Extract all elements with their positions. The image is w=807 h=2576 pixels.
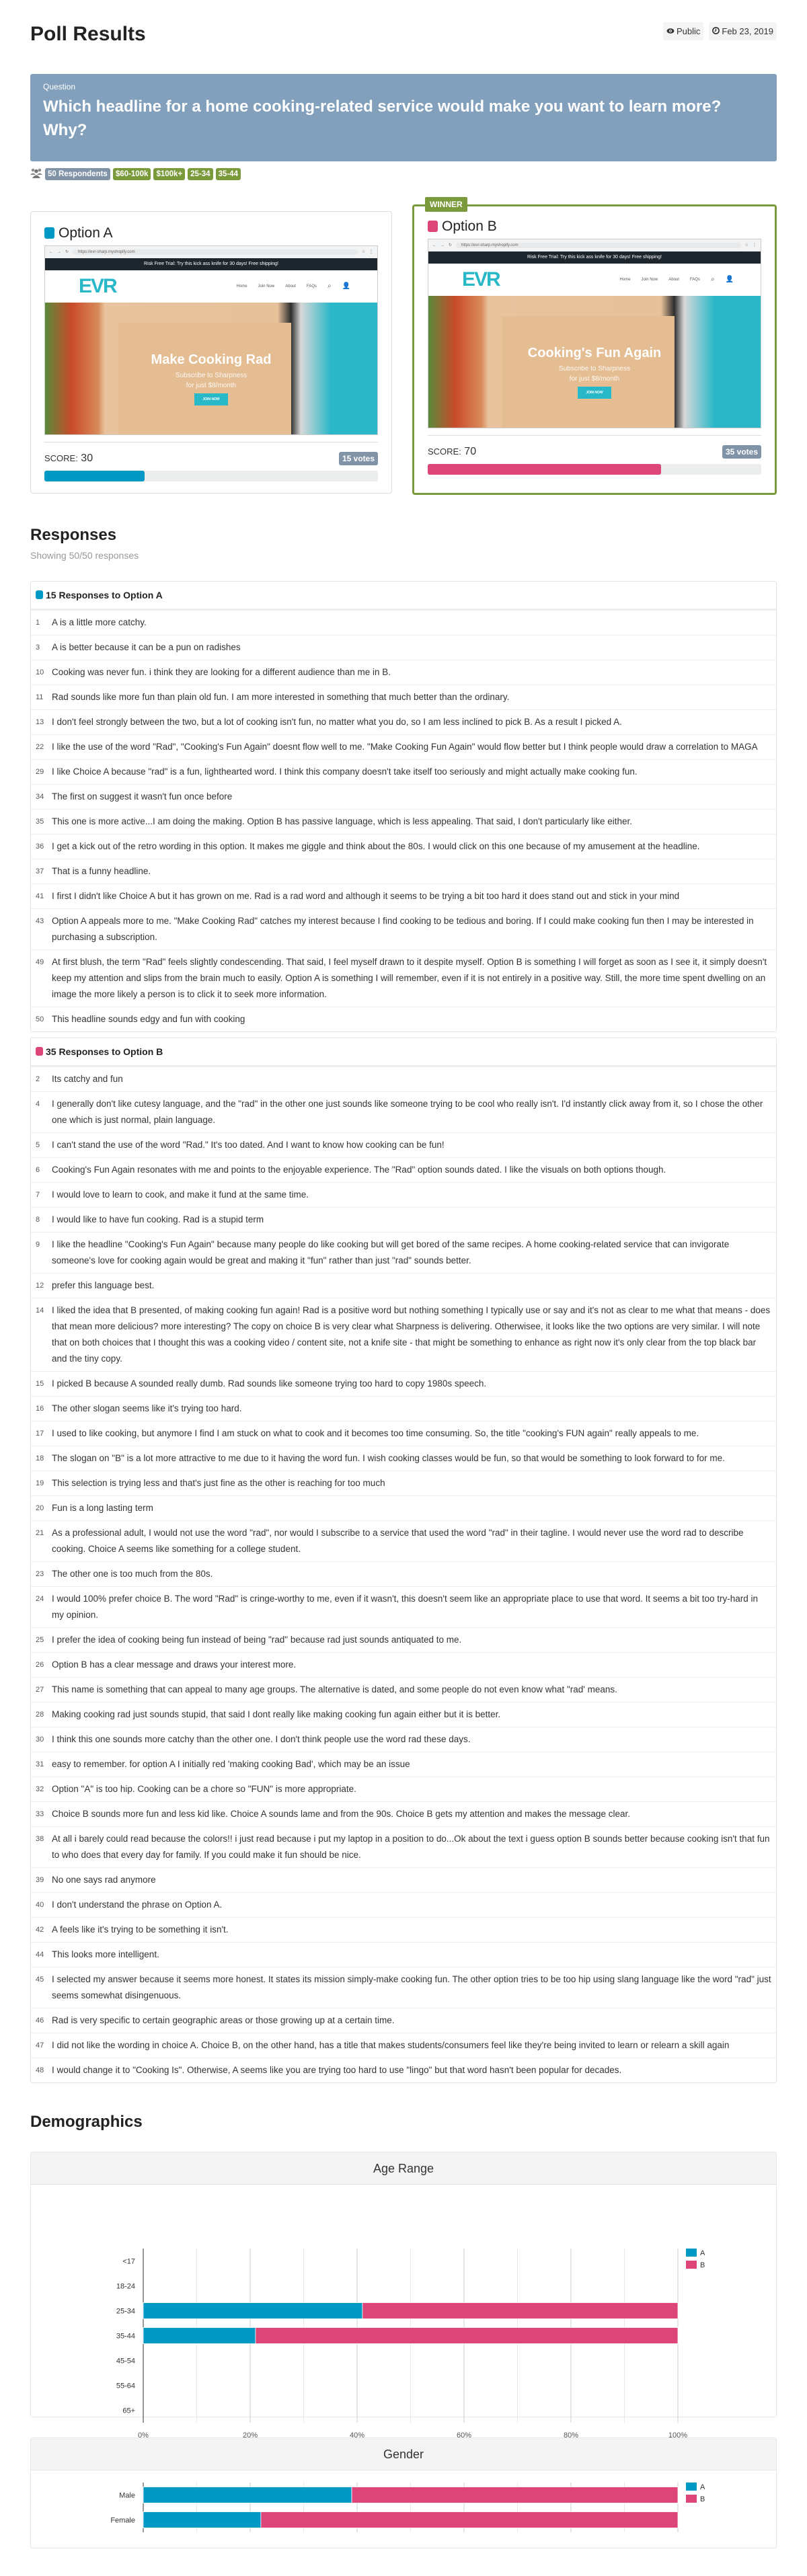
response-number: 39 [36,1875,44,1884]
response-text: Option "A" is too hip. Cooking can be a chore so "FUN" is more appropriate. [52,1783,356,1794]
response-item [31,685,776,710]
response-item [31,1183,776,1208]
legend-label: B [700,2261,705,2269]
option-swatch [36,590,43,599]
response-text: This headline sounds edgy and fun with cooking [52,1013,245,1024]
response-number: 12 [36,1281,44,1290]
response-item [31,1521,776,1562]
question-box [30,74,777,161]
response-item [31,1562,776,1587]
response-item [31,1943,776,1967]
response-item [31,859,776,884]
response-text: This name is something that can appeal to many age groups. The alternative is dated, and some people do not even know what "rad' means. [52,1684,617,1694]
option-title [428,219,761,235]
chart-title: Age Range [31,2152,776,2185]
response-text: easy to remember. for option A I initially red 'making cooking Bad', which may be an issue [52,1758,410,1769]
page-header [30,0,777,74]
category-label: <17 [122,2257,135,2266]
back-icon: ← [432,243,436,247]
score [44,453,93,465]
evr-logo: EVR [462,268,500,290]
response-number: 32 [36,1785,44,1793]
response-group-header [31,1038,776,1067]
bar-b [362,2302,678,2318]
legend-label: A [700,2249,705,2257]
response-number: 23 [36,1569,44,1578]
response-text: The other one is too much from the 80s. [52,1568,213,1579]
response-item [31,950,776,1007]
response-number: 20 [36,1504,44,1512]
response-item [31,1727,776,1752]
response-item [31,1421,776,1446]
visibility-pill [663,22,703,40]
response-item [31,2033,776,2058]
nav-links [237,282,350,290]
response-number: 4 [36,1099,40,1108]
response-text: I would 100% prefer choice B. The word "Rad" is cringe-worthy to me, even if it wasn't, this doesn't seem like an appropriate place to use that word. It seems a bit too try-hard in my opinion. [52,1593,759,1620]
response-item [31,611,776,635]
response-number: 30 [36,1735,44,1744]
response-number: 33 [36,1809,44,1818]
hero-sub-line: Subscribe to Sharpness [558,364,631,373]
response-text: No one says rad anymore [52,1874,156,1885]
forward-icon: → [57,249,61,254]
site-nav [45,270,377,303]
bar-a [143,2302,362,2318]
response-number: 38 [36,1834,44,1843]
response-text: prefer this language best. [52,1280,155,1290]
response-item [31,1827,776,1868]
response-item [31,1274,776,1298]
category-label: 65+ [122,2407,135,2415]
chart-title: Gender [31,2438,776,2470]
x-tick-label: 0% [138,2431,149,2440]
x-tick-label: 80% [563,2431,579,2440]
filter-tag: 25-34 [188,168,213,180]
response-text: At all i barely could read because the colors!! i just read because i put my laptop in a position to do...Ok about the text i guess option B sounds better because cooking isn't that fun to who does that every day for family. If you could make it fun should be nice. [52,1833,770,1860]
response-item [31,2058,776,2082]
category-label: 45-54 [116,2357,135,2366]
age-range-chart [31,2185,776,2440]
url-bar: https://evr-sharp.myshopify.com [73,249,358,255]
bar-b [256,2327,678,2343]
response-number: 18 [36,1454,44,1462]
response-item [31,635,776,660]
winner-badge: WINNER [425,197,467,212]
response-number: 28 [36,1710,44,1719]
response-item [31,1777,776,1802]
votes-badge: 15 votes [339,452,378,465]
bar-a [143,2327,256,2343]
response-number: 5 [36,1140,40,1149]
score-label: SCORE: [44,453,78,463]
response-number: 2 [36,1075,40,1083]
response-item [31,1967,776,2008]
page-title: Poll Results [30,23,146,45]
hero-sub-line: for just $8/month [569,375,620,383]
response-text: I prefer the idea of cooking being fun instead of being "rad" because rad just sounds antiquated to me. [52,1634,462,1645]
hero-headline: Cooking's Fun Again [527,345,662,360]
response-text: A is better because it can be a pun on radishes [52,641,241,652]
response-item [31,1007,776,1031]
hero-sub-line: Subscribe to Sharpness [175,371,247,379]
score-value: 30 [81,452,93,464]
nav-links [620,276,734,283]
menu-icon: ⋮ [753,243,757,248]
evr-logo: EVR [79,274,116,297]
response-number: 19 [36,1479,44,1487]
age-range-chart-svg [31,2185,776,2440]
response-text: The first on suggest it wasn't fun once before [52,791,233,802]
response-number: 10 [36,668,44,676]
option-name: Option A [59,225,113,241]
star-icon: ☆ [361,250,365,255]
response-group-title: 15 Responses to Option A [46,589,163,600]
option-swatch [36,1047,43,1056]
join-now-button: JOIN NOW [578,387,611,399]
response-item [31,1802,776,1827]
nav-link: Join Now [641,277,658,282]
promo-bar: Risk Free Trial: Try this kick ass knife for 30 days! Free shipping! [45,258,377,270]
response-text: At first blush, the term "Rad" feels slightly condescending. That said, I feel myself drawn to it despite myself. Option B is something I will forget as soon as I see it, it simply doesn't keep my attention and slips from the brain much to easily. Option A is something I will remember, even if it is not entirely in a positive way. Still, the more time spent dwelling on an image the more likely a person is to click it to seek more information. [52,956,767,999]
response-item [31,1678,776,1703]
response-item [31,760,776,785]
divider [428,435,761,436]
legend-label: B [700,2495,705,2503]
response-number: 43 [36,916,44,925]
response-text: I liked the idea that B presented, of making cooking fun again! Rad is a positive word but nothing something I typically use or say and it's not as clear to me what that means - does that mean more delicious? more interesting? The copy on choice B is very clear what Sharpness is delivering. Otherwisee, it looks like the two options are very similar. I will note that on both choices that I thought this was a cooking video / content site, not a knife site - that might be something to enhance as right now it's only clear from the top black bar and the tiny copy. [52,1304,771,1364]
response-text: I generally don't like cutesy language, and the "rad" in the other one just sounds like someone trying to be cool who really isn't. I'd instantly click away from it, so I chose the other one which is just normal, plain language. [52,1098,763,1125]
response-number: 45 [36,1975,44,1984]
join-now-button: JOIN NOW [194,393,227,405]
user-icon: 👤 [342,282,350,290]
response-item [31,1208,776,1233]
response-text: I don't understand the phrase on Option A. [52,1899,223,1910]
bar-b [352,2487,678,2503]
response-number: 27 [36,1685,44,1694]
category-label: Male [119,2491,135,2500]
response-item [31,1752,776,1777]
option-title [44,225,378,241]
reload-icon: ↻ [449,243,453,248]
response-number: 35 [36,817,44,826]
response-item [31,1397,776,1421]
score-label: SCORE: [428,446,461,457]
progress-fill [428,464,661,475]
response-item [31,810,776,834]
response-item [31,1893,776,1918]
menu-icon: ⋮ [369,250,373,255]
response-item [31,1067,776,1092]
browser-bar [45,246,377,258]
response-number: 8 [36,1215,40,1224]
response-number: 3 [36,643,40,652]
response-text: I used to like cooking, but anymore I find I am stuck on what to cook and it becomes too time consuming. So, the title "cooking's FUN again" really appeals to me. [52,1428,699,1438]
response-text: Cooking's Fun Again resonates with me and points to the enjoyable experience. The "Rad" option sounds dated. I like the visuals on both options though. [52,1164,666,1175]
legend-swatch-a [686,2483,697,2491]
hero-image [45,303,377,434]
response-number: 41 [36,892,44,900]
response-text: The slogan on "B" is a lot more attractive to me due to it having the word fun. I wish cooking classes would be fun, so that would be something to look forward to for me. [52,1452,725,1463]
option-a-swatch [44,227,54,239]
score-progress-bar [428,464,761,475]
response-text: I like Choice A because "rad" is a fun, lighthearted word. I think this company doesn't take itself too seriously and might actually make cooking fun. [52,766,638,777]
response-item [31,1496,776,1521]
response-number: 34 [36,792,44,801]
nav-link: Home [619,277,631,282]
category-label: 18-24 [116,2282,135,2291]
response-text: The other slogan seems like it's trying too hard. [52,1403,242,1413]
nav-link: About [668,277,679,282]
response-text: I like the use of the word "Rad", "Cooking's Fun Again" doesnt flow well to me. "Make Cooking Fun Again" would flow better but I think people would draw a correlation to MAGA [52,741,758,752]
filter-tag: $100k+ [153,168,185,180]
response-group-a [30,581,777,1032]
response-number: 50 [36,1015,44,1023]
response-text: As a professional adult, I would not use the word "rad", nor would I subscribe to a service that used the word "rad" in their tagline. I would never use the word rad to describe cooking. Choice A seems like something for a college student. [52,1527,744,1554]
response-number: 25 [36,1635,44,1644]
response-text: This looks more intelligent. [52,1949,159,1959]
filter-tag: 35-44 [216,168,241,180]
response-group-header [31,582,776,611]
legend-swatch-b [686,2495,697,2503]
response-number: 36 [36,842,44,851]
question-label: Question [43,82,76,91]
response-item [31,884,776,909]
hero-subtitle [428,364,761,384]
response-item [31,1092,776,1133]
response-number: 49 [36,958,44,966]
option-b-screenshot[interactable] [428,239,761,428]
response-number: 37 [36,867,44,875]
response-item [31,1587,776,1628]
response-item [31,710,776,735]
search-icon: ⌕ [327,282,332,290]
response-text: I think this one sounds more catchy than the other one. I don't think people use the word rad these days. [52,1733,471,1744]
browser-bar [428,239,761,251]
score-value: 70 [464,445,477,457]
response-number: 44 [36,1950,44,1959]
response-item [31,1703,776,1727]
response-item [31,785,776,810]
category-label: 35-44 [116,2332,135,2341]
response-item [31,909,776,950]
response-number: 29 [36,767,44,776]
response-groups [30,581,777,2083]
score-row [428,445,761,459]
users-icon [30,167,42,182]
response-text: I can't stand the use of the word "Rad." It's too dated. And I want to know how cooking can be fun! [52,1139,445,1150]
response-item [31,735,776,760]
response-text: A is a little more catchy. [52,617,147,627]
x-tick-label: 20% [242,2431,258,2440]
response-item [31,1446,776,1471]
x-tick-label: 100% [668,2431,688,2440]
response-item [31,1158,776,1183]
category-label: 55-64 [116,2382,135,2390]
hero-text [45,352,377,405]
response-item [31,660,776,685]
nav-link: Join Now [258,284,275,288]
promo-bar: Risk Free Trial: Try this kick ass knife for 30 days! Free shipping! [428,251,761,264]
response-text: Option B has a clear message and draws your interest more. [52,1659,297,1670]
response-number: 40 [36,1900,44,1909]
option-card-b [412,199,777,495]
response-group-title: 35 Responses to Option B [46,1046,163,1057]
bar-b [261,2511,678,2528]
response-text: I would change it to "Cooking Is". Otherwise, A seems like you are trying too hard to use "lingo" but that word hasn't been popular for decades. [52,2064,622,2075]
response-number: 16 [36,1404,44,1413]
response-text: That is a funny headline. [52,865,151,876]
age-range-chart-card [30,2152,777,2440]
category-label: Female [110,2516,135,2525]
question-text: Which headline for a home cooking-related service would make you want to learn more? Why? [43,97,722,139]
response-item [31,1628,776,1653]
votes-badge: 35 votes [722,445,761,459]
response-number: 24 [36,1594,44,1603]
response-number: 48 [36,2066,44,2074]
response-text: Its catchy and fun [52,1073,123,1084]
hero-text [428,346,761,399]
hero-image [428,296,761,428]
category-label: 25-34 [116,2307,135,2316]
response-item [31,1133,776,1158]
x-tick-label: 60% [456,2431,472,2440]
response-number: 22 [36,742,44,751]
filter-tag: $60-100k [113,168,151,180]
response-text: I did not like the wording in choice A. Choice B, on the other hand, has a title that makes students/consumers feel like they're being invited to learn or relearn a skill again [52,2039,730,2050]
score-progress-bar [44,471,378,481]
response-item [31,1233,776,1274]
demographics-title: Demographics [30,2112,143,2131]
hero-subtitle [45,370,377,391]
response-item [31,834,776,859]
nav-link: FAQs [306,284,317,288]
reload-icon: ↻ [65,250,69,255]
legend-swatch-a [686,2249,697,2257]
option-card-a [30,211,392,494]
hero-headline: Make Cooking Rad [151,352,272,367]
bar-a [143,2511,261,2528]
respondents-badge: 50 Respondents [45,168,110,180]
gender-chart [31,2470,776,2548]
responses-count: Showing 50/50 responses [30,549,139,561]
response-number: 13 [36,717,44,726]
response-text: Fun is a long lasting term [52,1502,153,1513]
progress-fill [44,471,145,481]
response-number: 11 [36,693,44,701]
gender-chart-card [30,2437,777,2548]
option-a-screenshot[interactable] [44,245,378,435]
legend-label: A [700,2483,705,2491]
response-group-b [30,1038,777,2083]
response-number: 26 [36,1660,44,1669]
response-text: This one is more active...I am doing the making. Option B has passive language, which is less appealing. That said, I don't particularly like either. [52,816,633,826]
meta-pills [663,22,777,40]
response-number: 6 [36,1165,40,1174]
response-item [31,1298,776,1372]
response-text: I picked B because A sounded really dumb. Rad sounds like someone trying too hard to copy 1980s speech. [52,1378,487,1389]
url-bar: https://evr-sharp.myshopify.com [456,243,741,248]
response-item [31,2008,776,2033]
response-item [31,1918,776,1943]
response-text: I would love to learn to cook, and make it fund at the same time. [52,1189,309,1200]
date-pill [709,22,777,40]
response-text: I don't feel strongly between the two, but a lot of cooking isn't fun, no matter what you do, so I am less inclined to pick B. As a result I picked A. [52,716,622,727]
response-item [31,1372,776,1397]
response-text: I like the headline "Cooking's Fun Again" because many people do like cooking but will get bored of the same recipes. A home cooking-related service that can invigorate someone's love for cooking again would be great and making it "fun" rather than just "rad" sounds better. [52,1239,730,1265]
gender-chart-svg [31,2470,776,2544]
option-b-swatch [428,221,438,232]
hero-sub-line: for just $8/month [186,381,237,389]
eye-icon [666,26,675,36]
responses-title: Responses [30,525,117,544]
response-text: A feels like it's trying to be something it isn't. [52,1924,229,1935]
poll-date: Feb 23, 2019 [722,26,773,36]
site-nav [428,264,761,296]
response-number: 17 [36,1429,44,1438]
response-text: Rad sounds like more fun than plain old fun. I am more interested in something that much better than the ordinary. [52,691,510,702]
score [428,446,476,458]
response-text: Option A appeals more to me. "Make Cooking Rad" catches my interest because I find cooking to be tedious and boring. If I could make cooking fun then I may be interested in purchasing a subscription. [52,915,754,942]
response-number: 14 [36,1306,44,1315]
response-number: 9 [36,1240,40,1249]
score-row [44,452,378,465]
response-number: 42 [36,1925,44,1934]
audience-tags [30,167,777,182]
x-tick-label: 40% [349,2431,365,2440]
response-text: I get a kick out of the retro wording in this option. It makes me giggle and think about the 80s. I would click on this one because of my amusement at the headline. [52,841,700,851]
response-number: 15 [36,1379,44,1388]
back-icon: ← [49,249,53,254]
user-icon: 👤 [725,276,734,284]
response-number: 31 [36,1760,44,1768]
response-number: 46 [36,2016,44,2025]
response-number: 1 [36,618,40,627]
response-number: 7 [36,1190,40,1199]
clock-icon [712,26,720,36]
response-text: I selected my answer because it seems more honest. It states its mission simply-make cooking fun. The other option tries to be too hip using slang language like the word "rad" just seems somewhat disingenuous. [52,1974,771,2000]
response-number: 21 [36,1528,44,1537]
response-text: This selection is trying less and that's just fine as the other is reaching for too much [52,1477,385,1488]
response-item [31,1653,776,1678]
response-number: 47 [36,2041,44,2050]
response-text: Making cooking rad just sounds stupid, that said I dont really like making cooking fun again either but it is better. [52,1709,501,1719]
response-item [31,1868,776,1893]
response-text: I would like to have fun cooking. Rad is a stupid term [52,1214,264,1224]
legend-swatch-b [686,2261,697,2269]
star-icon: ☆ [744,243,748,248]
search-icon: ⌕ [710,276,715,284]
response-text: Cooking was never fun. i think they are looking for a different audience than me in B. [52,666,391,677]
response-item [31,1471,776,1496]
response-text: Choice B sounds more fun and less kid like. Choice A sounds lame and from the 90s. Choice B gets my attention and makes the message clear. [52,1808,630,1819]
nav-link: FAQs [689,277,700,282]
options-row [30,199,777,495]
bar-a [143,2487,352,2503]
nav-link: About [285,284,296,288]
nav-link: Home [236,284,247,288]
visibility-label: Public [676,26,701,36]
forward-icon: → [440,243,445,247]
option-name: Option B [442,218,497,234]
response-text: I first I didn't like Choice A but it has grown on me. Rad is a rad word and although it seems to be trying a bit too hard it does stand out and stick in your mind [52,890,680,901]
response-text: Rad is very specific to certain geographic areas or those growing up at a certain time. [52,2015,395,2025]
